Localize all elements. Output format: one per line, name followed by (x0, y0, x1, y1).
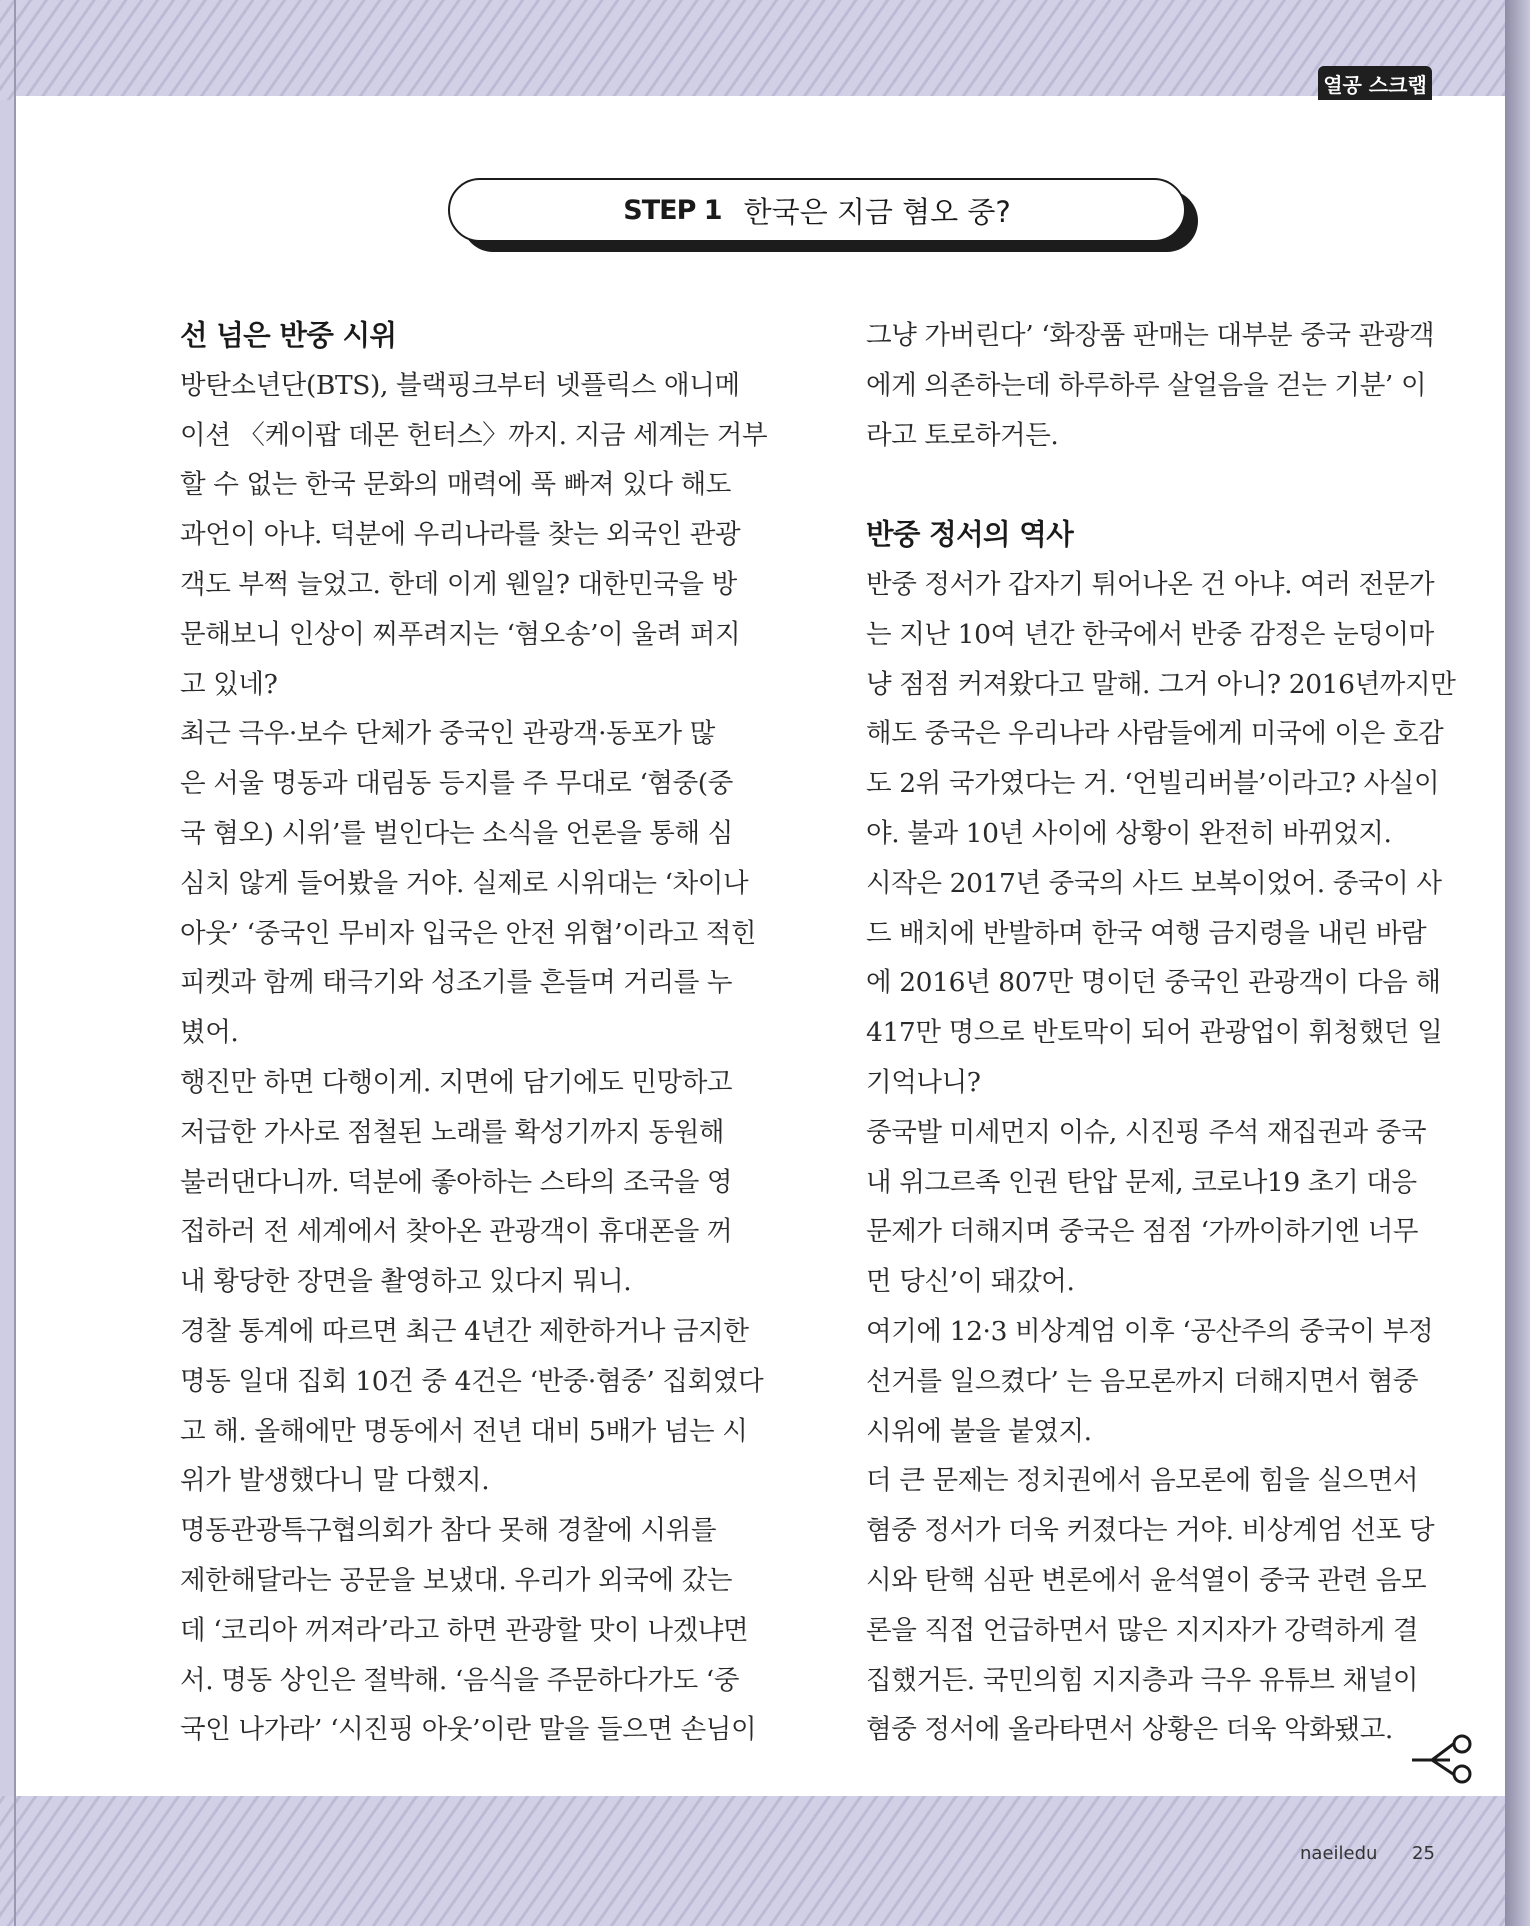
body-text-line: 먼 당신’이 돼갔어. (866, 1266, 1075, 1298)
body-text-line: 집했거든. 국민의힘 지지층과 극우 유튜브 채널이 (866, 1664, 1419, 1696)
body-text-line: 국 혐오) 시위’를 벌인다는 소식을 언론을 통해 심 (180, 817, 733, 849)
step-title: 한국은 지금 혐오 중? (743, 194, 1011, 229)
body-text-line: 시작은 2017년 중국의 사드 보복이었어. 중국이 사 (866, 867, 1442, 899)
body-text-line: 도 2위 국가였다는 거. ‘언빌리버블’이라고? 사실이 (866, 768, 1440, 800)
body-text-line: 시와 탄핵 심판 변론에서 윤석열이 중국 관련 음모 (866, 1564, 1427, 1596)
body-text-line: 최근 극우·보수 단체가 중국인 관광객·동포가 많 (180, 718, 715, 750)
body-text-line: 위가 발생했다니 말 다했지. (180, 1465, 490, 1497)
body-text-line: 서. 명동 상인은 절박해. ‘음식을 주문하다가도 ‘중 (180, 1664, 740, 1696)
page-number: 25 (1412, 1843, 1435, 1864)
body-text-line: 그냥 가버린다’ ‘화장품 판매는 대부분 중국 관광객 (866, 320, 1435, 351)
body-text-line: 론을 직접 언급하면서 많은 지지자가 강력하게 결 (866, 1614, 1419, 1646)
section-heading: 반중 정서의 역사 (866, 518, 1074, 552)
body-text-line: 불러댄다니까. 덕분에 좋아하는 스타의 조국을 영 (180, 1166, 733, 1198)
body-text-line: 접하러 전 세계에서 찾아온 관광객이 휴대폰을 꺼 (180, 1216, 733, 1248)
paragraph-gap (866, 460, 1436, 510)
body-text-line: 고 있네? (180, 668, 278, 700)
footer-brand: naeiledu (1300, 1843, 1378, 1864)
body-text-line: 저급한 가사로 점철된 노래를 확성기까지 동원해 (180, 1116, 725, 1148)
body-text-line: 에게 의존하는데 하루하루 살얼음을 걷는 기분’ 이 (866, 369, 1427, 401)
body-text-line: 이션 〈케이팝 데몬 헌터스〉까지. 지금 세계는 거부 (180, 419, 768, 451)
page-edge (14, 0, 16, 1926)
body-text-line: 에 2016년 807만 명이던 중국인 관광객이 다음 해 (866, 967, 1441, 999)
body-text-line: 반중 정서가 갑자기 튀어나온 건 아냐. 여러 전문가 (866, 568, 1435, 600)
body-text-line: 혐중 정서에 올라타면서 상황은 더욱 악화됐고. (866, 1714, 1393, 1746)
body-text-line: 내 위그르족 인권 탄압 문제, 코로나19 초기 대응 (866, 1166, 1417, 1198)
body-text-line: 피켓과 함께 태극기와 성조기를 흔들며 거리를 누 (180, 967, 733, 999)
body-text-line: 시위에 불을 붙였지. (866, 1415, 1092, 1447)
body-text-line: 야. 불과 10년 사이에 상황이 완전히 바뀌었지. (866, 817, 1392, 849)
body-text-line: 내 황당한 장면을 촬영하고 있다지 뭐니. (180, 1266, 632, 1298)
page-side-shadow (1505, 0, 1530, 1926)
section-label: 열공 스크랩 (1318, 66, 1432, 100)
body-text-line: 경찰 통계에 따르면 최근 4년간 제한하거나 금지한 (180, 1315, 749, 1347)
body-text-line: 냥 점점 커져왔다고 말해. 그거 아니? 2016년까지만 (866, 668, 1456, 700)
body-text-line: 더 큰 문제는 정치권에서 음모론에 힘을 실으면서 (866, 1465, 1419, 1497)
body-text-line: 심치 않게 들어봤을 거야. 실제로 시위대는 ‘차이나 (180, 867, 749, 899)
body-text-line: 할 수 없는 한국 문화의 매력에 푹 빠져 있다 해도 (180, 469, 731, 501)
scissors-icon (1410, 1734, 1480, 1784)
body-text-line: 기억나니? (866, 1066, 981, 1098)
step-banner (448, 178, 1200, 254)
body-text-line: 해도 중국은 우리나라 사람들에게 미국에 이은 호감 (866, 718, 1444, 750)
body-text-line: 문제가 더해지며 중국은 점점 ‘가까이하기엔 너무 (866, 1216, 1419, 1248)
body-text-line: 중국발 미세먼지 이슈, 시진핑 주석 재집권과 중국 (866, 1116, 1427, 1148)
body-text-line: 혐중 정서가 더욱 커졌다는 거야. 비상계엄 선포 당 (866, 1515, 1435, 1547)
left-column (180, 311, 768, 1755)
body-text-line: 선거를 일으켰다’ 는 음모론까지 더해지면서 혐중 (866, 1365, 1419, 1397)
body-text-line: 제한해달라는 공문을 보냈대. 우리가 외국에 갔는 (180, 1564, 733, 1596)
body-text-line: 과언이 아냐. 덕분에 우리나라를 찾는 외국인 관광 (180, 519, 741, 551)
section-heading: 선 넘은 반중 시위 (180, 319, 397, 352)
body-text-line: 라고 토로하거든. (866, 419, 1059, 451)
body-text-line: 방탄소년단(BTS), 블랙핑크부터 넷플릭스 애니메 (180, 369, 740, 401)
body-text-line: 417만 명으로 반토막이 되어 관광업이 휘청했던 일 (866, 1017, 1443, 1049)
body-text-line: 드 배치에 반발하며 한국 여행 금지령을 내린 바람 (866, 917, 1427, 949)
body-text-line: 명동 일대 집회 10건 중 4건은 ‘반중·혐중’ 집회였다 (180, 1365, 764, 1397)
right-column (866, 311, 1456, 1755)
body-text-line: 데 ‘코리아 꺼져라’라고 하면 관광할 맛이 나겠냐면 (180, 1614, 749, 1646)
body-text-line: 아웃’ ‘중국인 무비자 입국은 안전 위협’이라고 적힌 (180, 917, 757, 949)
body-text-line: 명동관광특구협의회가 참다 못해 경찰에 시위를 (180, 1515, 717, 1547)
step-banner-pill (448, 178, 1186, 242)
top-stripe-band (0, 0, 1530, 100)
body-text-line: 는 지난 10여 년간 한국에서 반중 감정은 눈덩이마 (866, 618, 1434, 650)
body-text-line: 은 서울 명동과 대림동 등지를 주 무대로 ‘혐중(중 (180, 768, 733, 800)
step-number: STEP 1 (623, 194, 722, 226)
body-text-line: 행진만 하면 다행이게. 지면에 담기에도 민망하고 (180, 1066, 733, 1098)
body-text-line: 볐어. (180, 1017, 239, 1049)
body-text-line: 고 해. 올해에만 명동에서 전년 대비 5배가 넘는 시 (180, 1415, 748, 1447)
body-text-line: 여기에 12·3 비상계엄 이후 ‘공산주의 중국이 부정 (866, 1315, 1434, 1347)
body-text-line: 국인 나가라’ ‘시진핑 아웃’이란 말을 들으면 손님이 (180, 1714, 757, 1746)
body-text-line: 객도 부쩍 늘었고. 한데 이게 웬일? 대한민국을 방 (180, 568, 737, 600)
body-text-line: 문해보니 인상이 찌푸려지는 ‘혐오송’이 울려 퍼지 (180, 618, 741, 650)
